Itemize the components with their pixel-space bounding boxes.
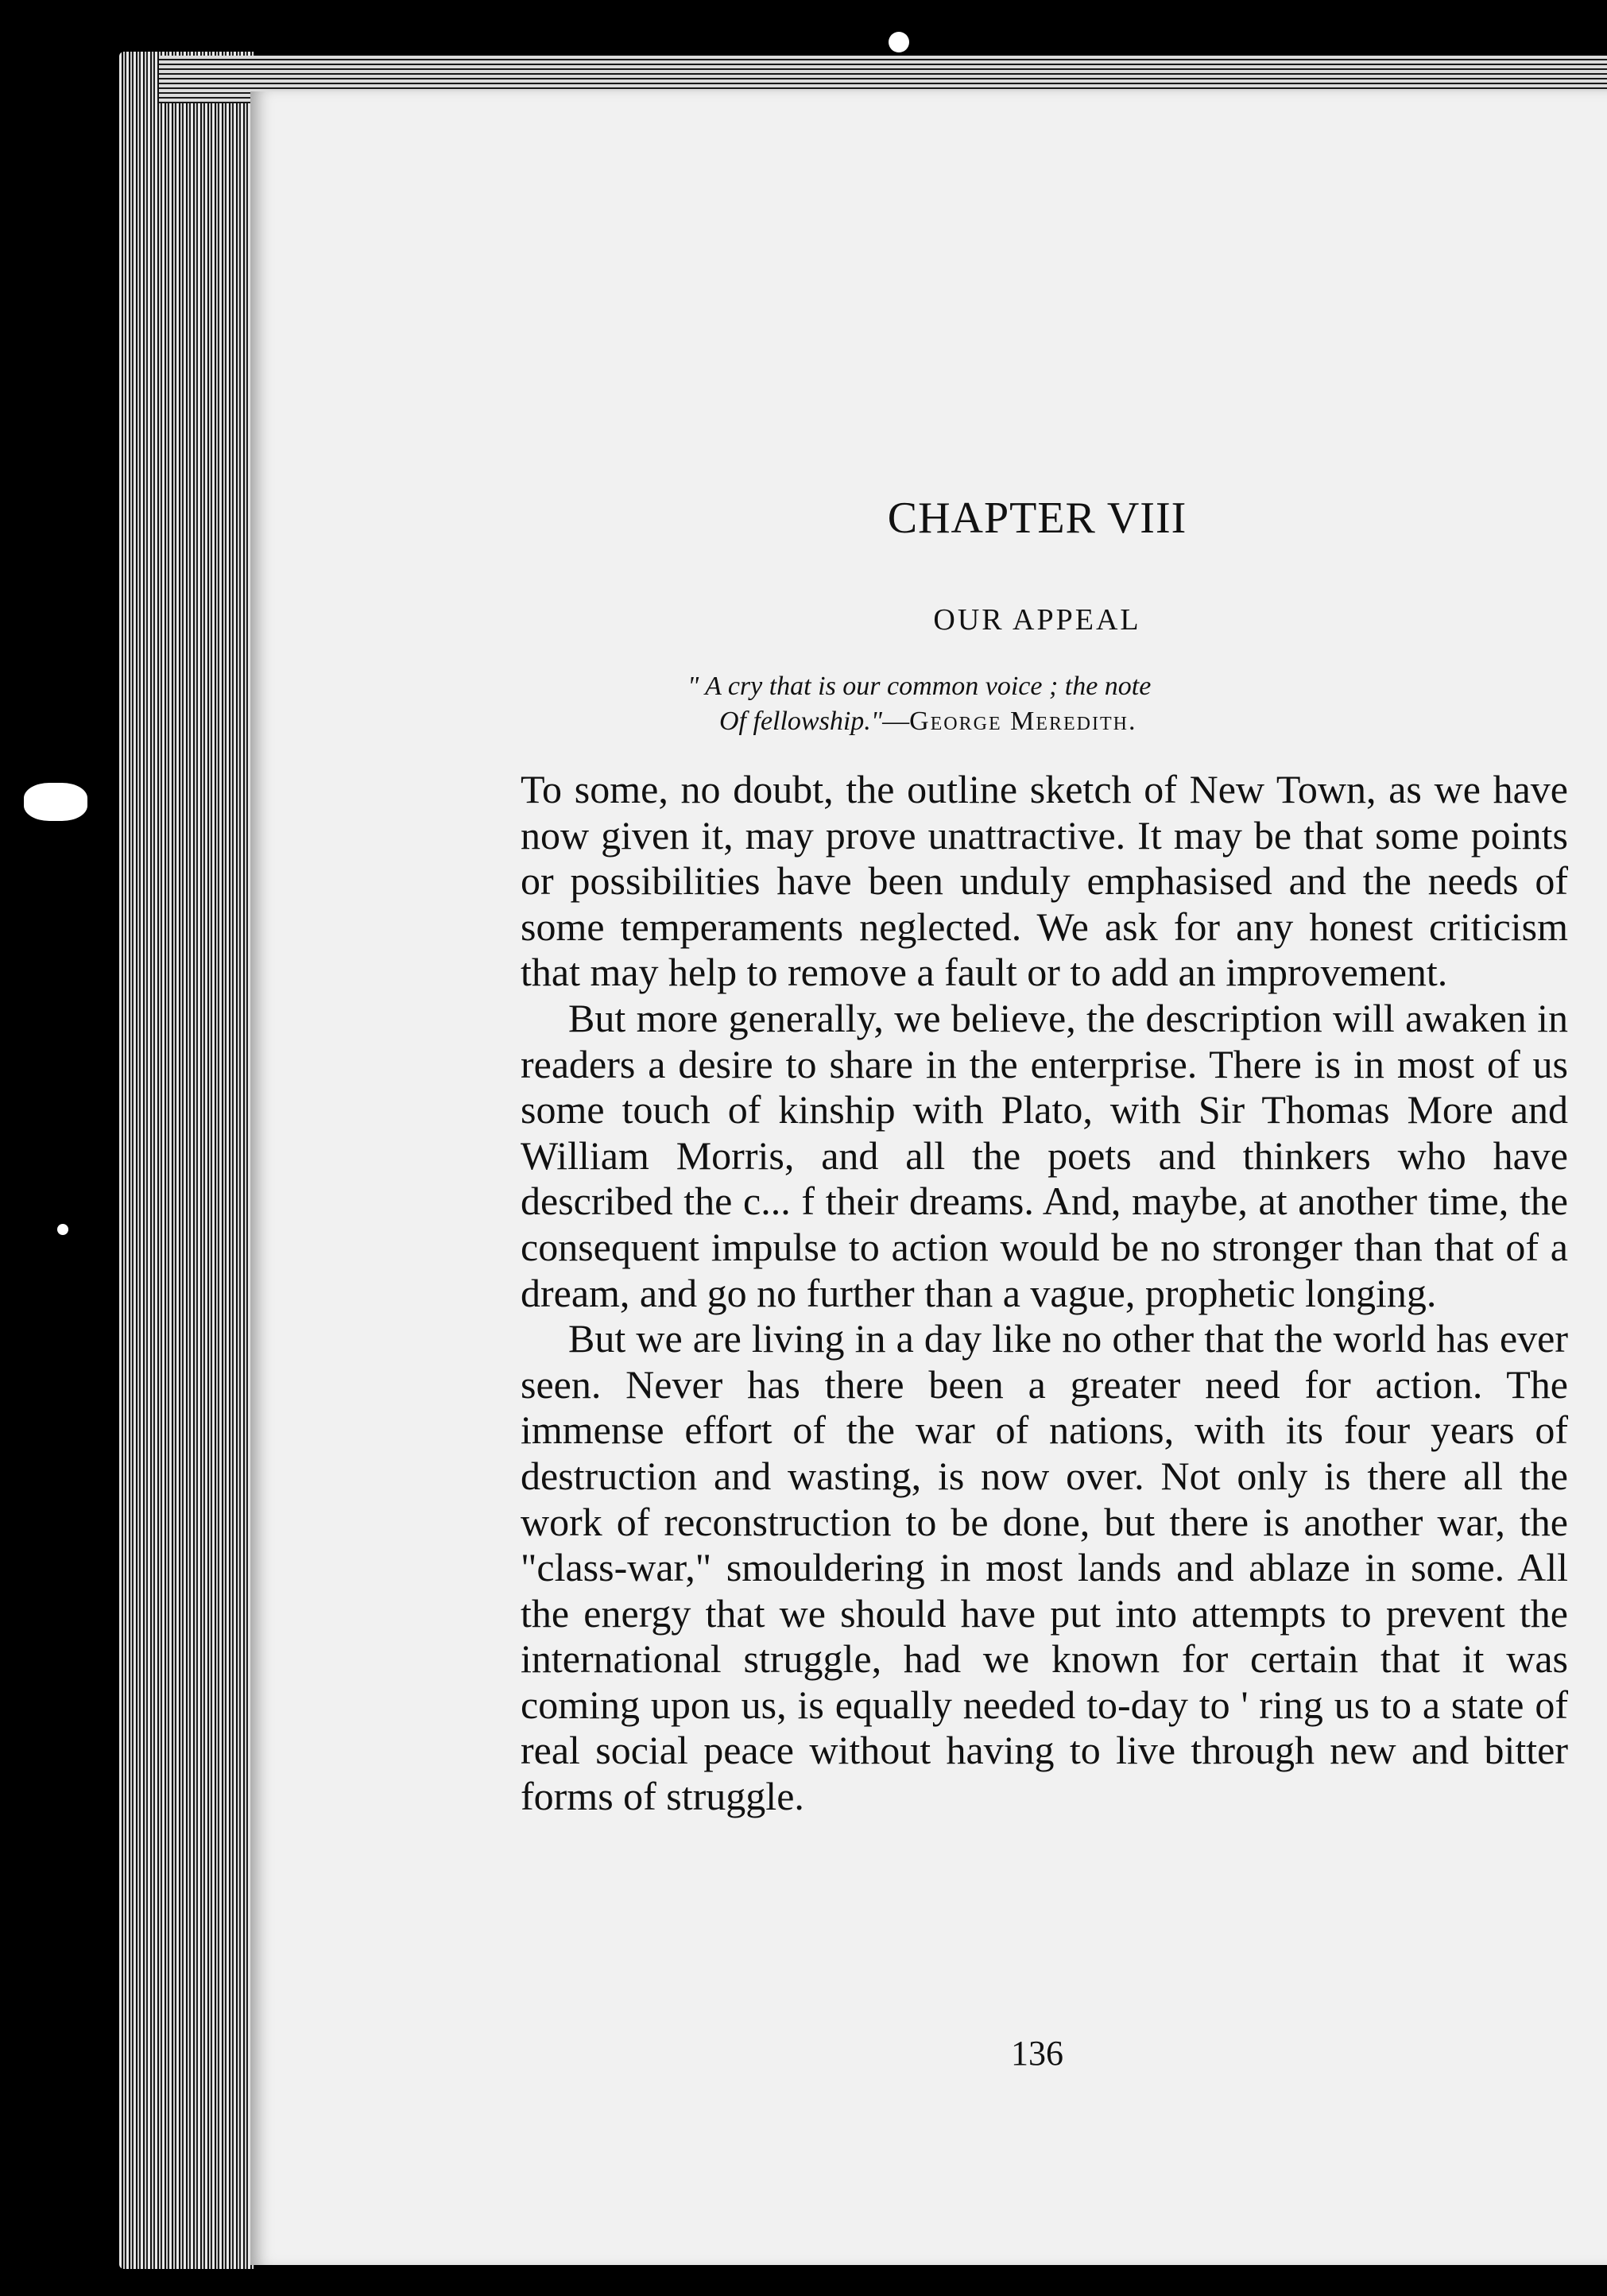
book-page-edges — [119, 52, 254, 2269]
epigraph-line-1: " A cry that is our common voice ; the note — [687, 672, 1152, 701]
epigraph-line-2 — [687, 704, 1403, 739]
paragraph-1: To some, no doubt, the outline sketch of New Town, as we have now given it, may prove unattractive. It may be that some points or possibilities have been unduly emphasised and the needs of some temperaments neglected. We ask for any honest criticism that may help to remove a fault or to add an improvement. — [521, 767, 1568, 995]
scan-speck — [889, 32, 909, 52]
epigraph-quote-end: Of fellowship." — [719, 707, 883, 736]
body-text — [521, 767, 1568, 1820]
chapter-heading: CHAPTER VIII — [887, 494, 1187, 543]
page-number: 136 — [1011, 2034, 1063, 2073]
epigraph-dash: — — [882, 707, 910, 736]
epigraph-author: George Meredith. — [909, 707, 1137, 736]
section-heading: OUR APPEAL — [933, 603, 1141, 637]
paragraph-3: But we are living in a day like no other that the world has ever seen. Never has there been a greater need for action. The immense effort of the war of nations, with its four years of destruction and wasting, is now over. Not only is there all the work of reconstruction to be done, but there is another war, the "class-war," smouldering in most lands and ablaze in some. All the energy that we should have put into attempts to prevent the international struggle, had we known for certain that it was coming upon us, is equally needed to-day to ' ring us to a state of real social peace without having to live through new and bitter forms of struggle. — [521, 1316, 1568, 1819]
paragraph-2: But more generally, we believe, the description will awaken in readers a desire to share in the enterprise. There is in most of us some touch of kinship with Plato, with Sir Thomas More and William Morris, and all the poets and thinkers who have described the c... f their dreams. And, maybe, at another time, the consequent impulse to action would be no stronger than that of a dream, and go no further than a vague, prophetic longing. — [521, 995, 1568, 1315]
scan-speck — [24, 783, 87, 821]
epigraph — [687, 669, 1403, 739]
scan-speck — [57, 1224, 68, 1235]
